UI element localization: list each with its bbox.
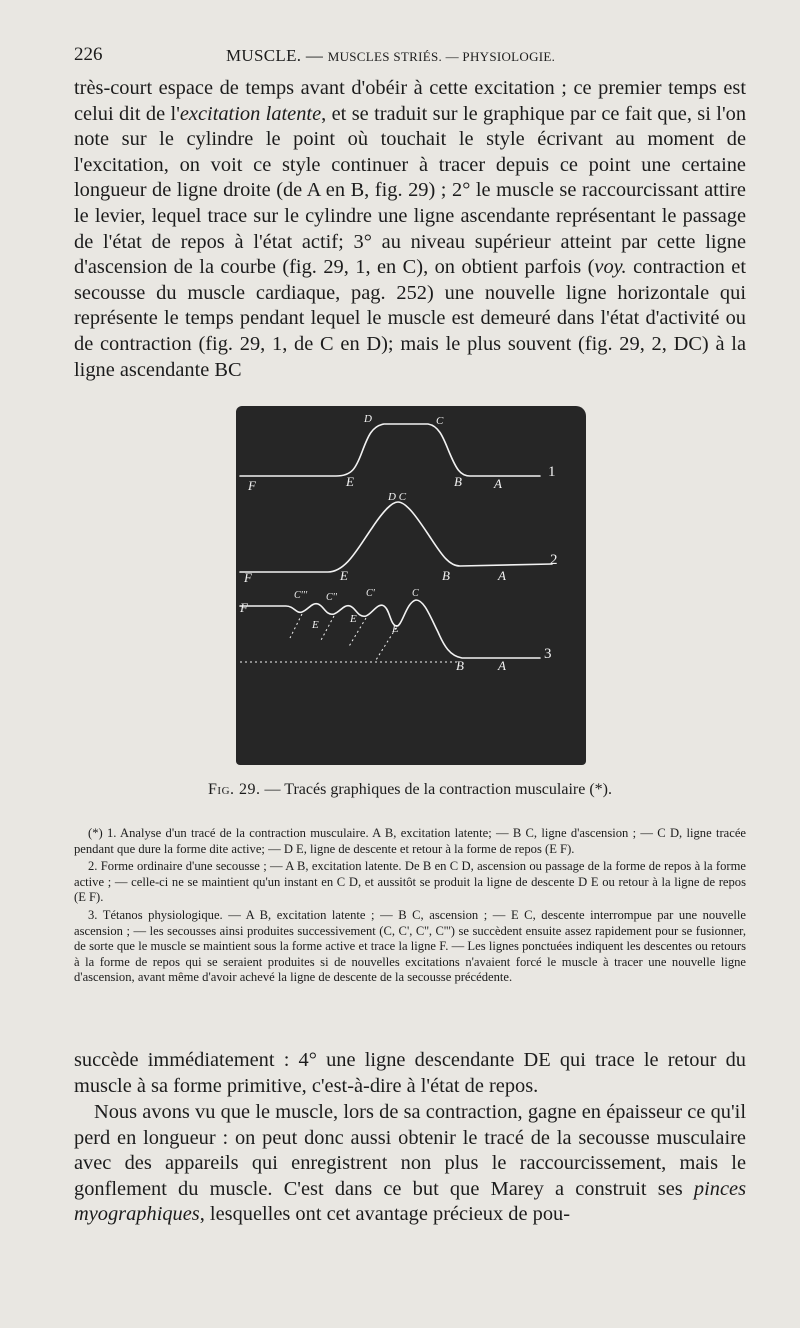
t1-label-F: F [248,478,256,493]
paragraph-3 [74,1100,746,1228]
figure-29 [236,406,586,765]
t3-label-E1: E [312,619,319,631]
t3-label-C: C [412,588,419,599]
t3-label-E3: E [392,623,399,635]
note-2: 2. Forme ordinaire d'une secousse ; — A B, excitation latente. De B en C D, ascension ou passage de la forme de repos à la forme active ; — celle-ci ne se maintient qu'un instant en C D, et aussitôt se produit la ligne de descente D E ou retour à la ligne de repos (E F). [74,859,746,905]
t2-label-E: E [340,568,348,583]
running-title [226,46,555,66]
paragraph-1-part1: très-court espace de temps avant d'obéir à cette excitation ; ce premier temps est celui dit de l' [74,77,746,125]
t3-label-F: F [240,600,248,615]
t3-number: 3 [544,646,552,662]
running-title-main: MUSCLE. — [226,46,324,65]
dotted-descent-2 [320,616,334,642]
t2-label-F: F [244,570,252,585]
dotted-descent-1 [290,614,302,638]
trace-3 [240,600,540,658]
t3-label-C1: C' [366,588,375,599]
figure-caption [74,779,746,801]
trace-1 [240,424,540,476]
t1-label-D: D [364,413,372,425]
paragraph-1-italic1: excitation latente [179,102,322,125]
t2-label-DC: D C [388,491,407,503]
t1-label-B: B [454,474,462,489]
paragraph-3-part2: , lesquelles ont cet avantage précieux de pou- [199,1203,571,1226]
t1-number: 1 [548,464,556,480]
t3-label-A: A [498,658,506,673]
running-title-small: MUSCLES STRIÉS. — PHYSIOLOGIE. [327,49,556,64]
t3-label-E2: E [350,613,357,625]
note-3: 3. Tétanos physiologique. — A B, excitation latente ; — B C, ascension ; — E C, descente interrompue par une nouvelle ascension ; — les secousses ainsi produites successivement (C, C', C'', C''') se succèdent ensuite assez rapidement pour se fusionner, de sorte que le muscle se maintient sous la forme active et trace la ligne F. — Les lignes ponctuées indiquent les descentes ou retours à la forme de repos qui se seraient produites si de nouvelles excitations n'avaient forcé le muscle à tracer une nouvelle ligne d'ascension, avant même d'avoir achevé la ligne de descente de la secousse précédente. [74,907,746,985]
t2-label-A: A [498,568,506,583]
figure-notes [74,826,746,988]
figure-caption-text: — Tracés graphiques de la contraction musculaire (*). [260,781,612,798]
t1-label-C: C [436,415,444,427]
paragraph-2-text: succède immédiatement : 4° une ligne descendante DE qui trace le retour du muscle à sa forme primitive, c'est-à-dire à l'état de repos. [74,1049,746,1097]
running-header [74,44,746,72]
paragraph-3-part1: Nous avons vu que le muscle, lors de sa contraction, gagne en épaisseur ce qu'il perd en longueur : on peut donc aussi obtenir le tracé de la secousse musculaire avec des appareils qui enregistrent non plus le raccourcissement, mais le gonflement du muscle. C'est dans ce but que Marey a construit ses [74,1101,746,1200]
paragraph-1 [74,76,746,383]
note-1: (*) 1. Analyse d'un tracé de la contraction musculaire. A B, excitation latente; — B C, ligne d'ascension ; — C D, ligne tracée pendant que dure la forme dite active; — D E, ligne de descente et retour à la forme de repos (E F). [74,826,746,856]
myograph-traces [236,406,586,765]
figure-caption-label: Fig. 29. [208,781,261,798]
page-number: 226 [74,44,103,65]
t1-label-A: A [494,476,502,491]
paragraph-3-italic: pinces myographiques [74,1177,746,1226]
paragraph-1-italic2: voy. [594,256,627,279]
t3-label-C3: C''' [294,590,308,601]
t2-label-B: B [442,568,450,583]
paragraph-1-part2: , et se traduit sur le graphique par ce fait que, si l'on note sur le cylindre le point où touchait le style écrivant au moment de l'excitation, on voit ce style continuer à tracer depuis ce point une certaine longueur de ligne droite (de A en B, fig. 29) ; 2° le muscle se raccourcissant attire le levier, lequel trace sur le cylindre une ligne ascendante représentant le passage de l'état de repos à l'état actif; 3° au niveau supérieur atteint par cette ligne d'ascension de la courbe (fig. 29, 1, en C), on obtient parfois ( [74,102,747,279]
paragraph-2 [74,1048,746,1099]
t2-number: 2 [550,552,558,568]
t3-label-C2: C'' [326,592,337,603]
trace-2 [240,502,552,572]
paragraph-1-part3: contraction et secousse du muscle cardiaque, pag. 252) une nouvelle ligne horizontale qui représente le temps pendant lequel le muscle est demeuré dans l'état d'activité ou de contraction (fig. 29, 1, de C en D); mais le plus souvent (fig. 29, 2, DC) à la ligne ascendante BC [74,256,746,381]
t1-label-E: E [346,474,354,489]
t3-label-B: B [456,658,464,673]
